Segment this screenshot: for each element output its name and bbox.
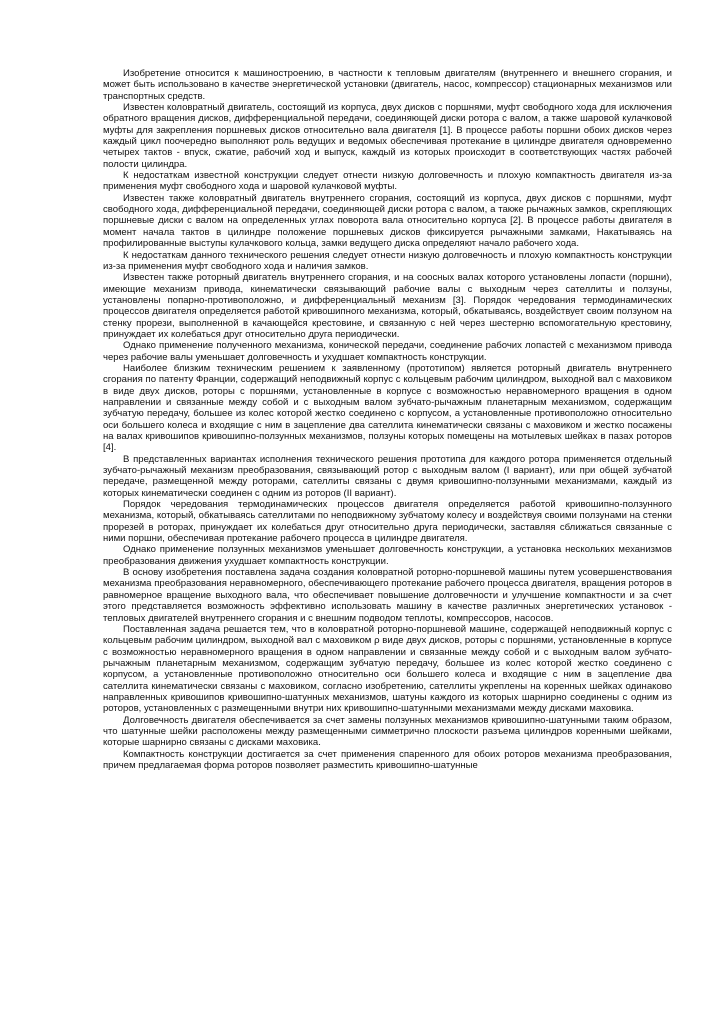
- paragraph: Известен также роторный двигатель внутреннего сгорания, и на соосных валах которого установлены лопасти (поршни), имеющие механизм привода, кинематически связывающий рабочие валы с выходным через сателлиты и ползуны, установлены попарно-противоположно, и дифференциальный механизм [3]. Порядок чередования термодинамических процессов двигателя определяется работой кривошипного механизма, который, обкатываясь, воздействует своим ползуном на стенку прорези, выполненной в качающейся крестовине, и связанную с ней через шестерню вспомогательную крестовину, принуждает их колебаться друг относительно друга периодически.: [103, 272, 672, 340]
- paragraph: Изобретение относится к машиностроению, в частности к тепловым двигателям (внутреннего и внешнего сгорания, и может быть использовано в качестве энергетической установки (двигатель, насос, компрессор) стационарных механизмов или транспортных средств.: [103, 68, 672, 102]
- paragraph: Однако применение полученного механизма, конической передачи, соединение рабочих лопастей с механизмом привода через рабочие валы уменьшает долговечность и ухудшает компактность конструкции.: [103, 340, 672, 363]
- paragraph: Известен коловратный двигатель, состоящий из корпуса, двух дисков с поршнями, муфт свободного хода для исключения обратного вращения дисков, дифференциальной передачи, соединяющей диски ротора с валом, а также шаровой кулачковой муфты для закрепления поршневых дисков относительно вала двигателя [1]. В процессе работы поршни обоих дисков через каждый цикл поочередно выполняют роль ведущих и ведомых обеспечивая протекание в цилиндре двигателя одновременно четырех тактов - впуск, сжатие, рабочий ход и выпуск, каждый из которых происходит в соответствующих частях рабочей полости цилиндра.: [103, 102, 672, 170]
- paragraph: Наиболее близким техническим решением к заявленному (прототипом) является роторный двигатель внутреннего сгорания по патенту Франции, содержащий неподвижный корпус с кольцевым рабочим цилиндром, выходной вал с маховиком в виде двух дисков, роторы с поршнями, установленные в корпусе с возможностью неравномерного вращения в одном направлении и связанные между собой и с выходным валом зубчато-рычажным планетарным механизмом, содержащим зубчатую передачу, большее из колес которой жестко соединено с корпусом, а установленные противоположно относительно оси большего колеса и входящие с ним в зацепление два сателлита кинематически связаны с маховиком и жестко посажены на валах кривошипов кривошипно-ползунных механизмов, ползуны которых помещены на мотылевых шейках в пазах роторов [4].: [103, 362, 672, 454]
- paragraph: Известен также коловратный двигатель внутреннего сгорания, состоящий из корпуса, двух дисков с поршнями, муфт свободного хода, дифференциальной передачи, соединяющей диски ротора с валом, а также рычажных замков, скрепляющих поршневые диски с валом на определенных углах поворота вала относительно корпуса [2]. В процессе работы двигателя в момент начала тактов в цилиндре положение поршневых дисков фиксируется рычажными замками, Накатываясь на профилированные выступы кулачкового кольца, замки ведущего диска определяют начало рабочего хода.: [103, 192, 672, 250]
- paragraph: Поставленная задача решается тем, что в коловратной роторно-поршневой машине, содержащей неподвижный корпус с кольцевым рабочим цилиндром, выходной вал с маховиком ρ виде двух дисков, роторы с поршнями, установленные в корпусе с возможностью неравномерного вращения в одном направлении и связанные между собой и с выходным валом зубчато-рычажным планетарным механизмом, содержащим зубчатую передачу, большее из колес которой жестко соединено с корпусом, а установленные противоположно относительно оси большего колеса и входящие с ним в зацепление два сателлита кинематически связаны с маховиком, согласно изобретению, сателлиты укреплены на коренных шейках одинаково направленных кривошипов кривошипно-шатунных механизмов, шатуны каждого из которых шарнирно соединены с одним из роторов, установленных с размещенными внутри них кривошипно-шатунными механизмами между дисками маховика.: [103, 623, 672, 715]
- paragraph: Порядок чередования термодинамических процессов двигателя определяется работой кривошипно-ползунного механизма, который, обкатываясь сателлитами по неподвижному зубчатому колесу и воздействуя своими ползунами на стенки прорезей в роторах, принуждает их колебаться друг относительно друга периодически, заставляя сближаться связанные с ними поршни, обеспечивая протекание рабочего процесса в цилиндре двигателя.: [103, 499, 672, 545]
- paragraph: К недостаткам данного технического решения следует отнести низкую долговечность и плохую компактность конструкции из-за применения муфт свободного хода и наличия замков.: [103, 249, 672, 272]
- paragraph: В представленных вариантах исполнения технического решения прототипа для каждого ротора применяется отдельный зубчато-рычажный механизм преобразования, связывающий ротор с выходным валом (I вариант), или при общей зубчатой передаче, размещенной между роторами, сателлиты связаны с двумя кривошипно-ползунными механизмами, каждый из которых кинематически соединен с одним из роторов (II вариант).: [103, 453, 672, 499]
- paragraph: В основу изобретения поставлена задача создания коловратной роторно-поршневой машины путем усовершенствования механизма преобразования неравномерного, обеспечивающего протекание рабочего процесса двигателя, вращения роторов в равномерное вращение выходного вала, что обеспечивает повышение долговечности и улучшение компактности и за счет этого представляется возможность эффективно использовать машину в качестве различных энергетических установок - тепловых двигателей внутреннего сгорания и с внешним подводом теплоты, компрессоров, насосов.: [103, 567, 672, 624]
- paragraph: Долговечность двигателя обеспечивается за счет замены ползунных механизмов кривошипно-шатунными таким образом, что шатунные шейки расположены между размещенными симметрично плоскости разъема цилиндров коренными шейками, которые шарнирно связаны с дисками маховика.: [103, 714, 672, 749]
- paragraph: К недостаткам известной конструкции следует отнести низкую долговечность и плохую компактность двигателя из-за применения муфт свободного хода и шаровой кулачковой муфты.: [103, 170, 672, 193]
- paragraph: Однако применение ползунных механизмов уменьшает долговечность конструкции, а установка нескольких механизмов преобразования движения ухудшает компактность конструкции.: [103, 544, 672, 567]
- document-page: [103, 68, 672, 771]
- paragraph: Компактность конструкции достигается за счет применения спаренного для обоих роторов механизма преобразования, причем предлагаемая форма роторов позволяет разместить кривошипно-шатунные: [103, 748, 672, 771]
